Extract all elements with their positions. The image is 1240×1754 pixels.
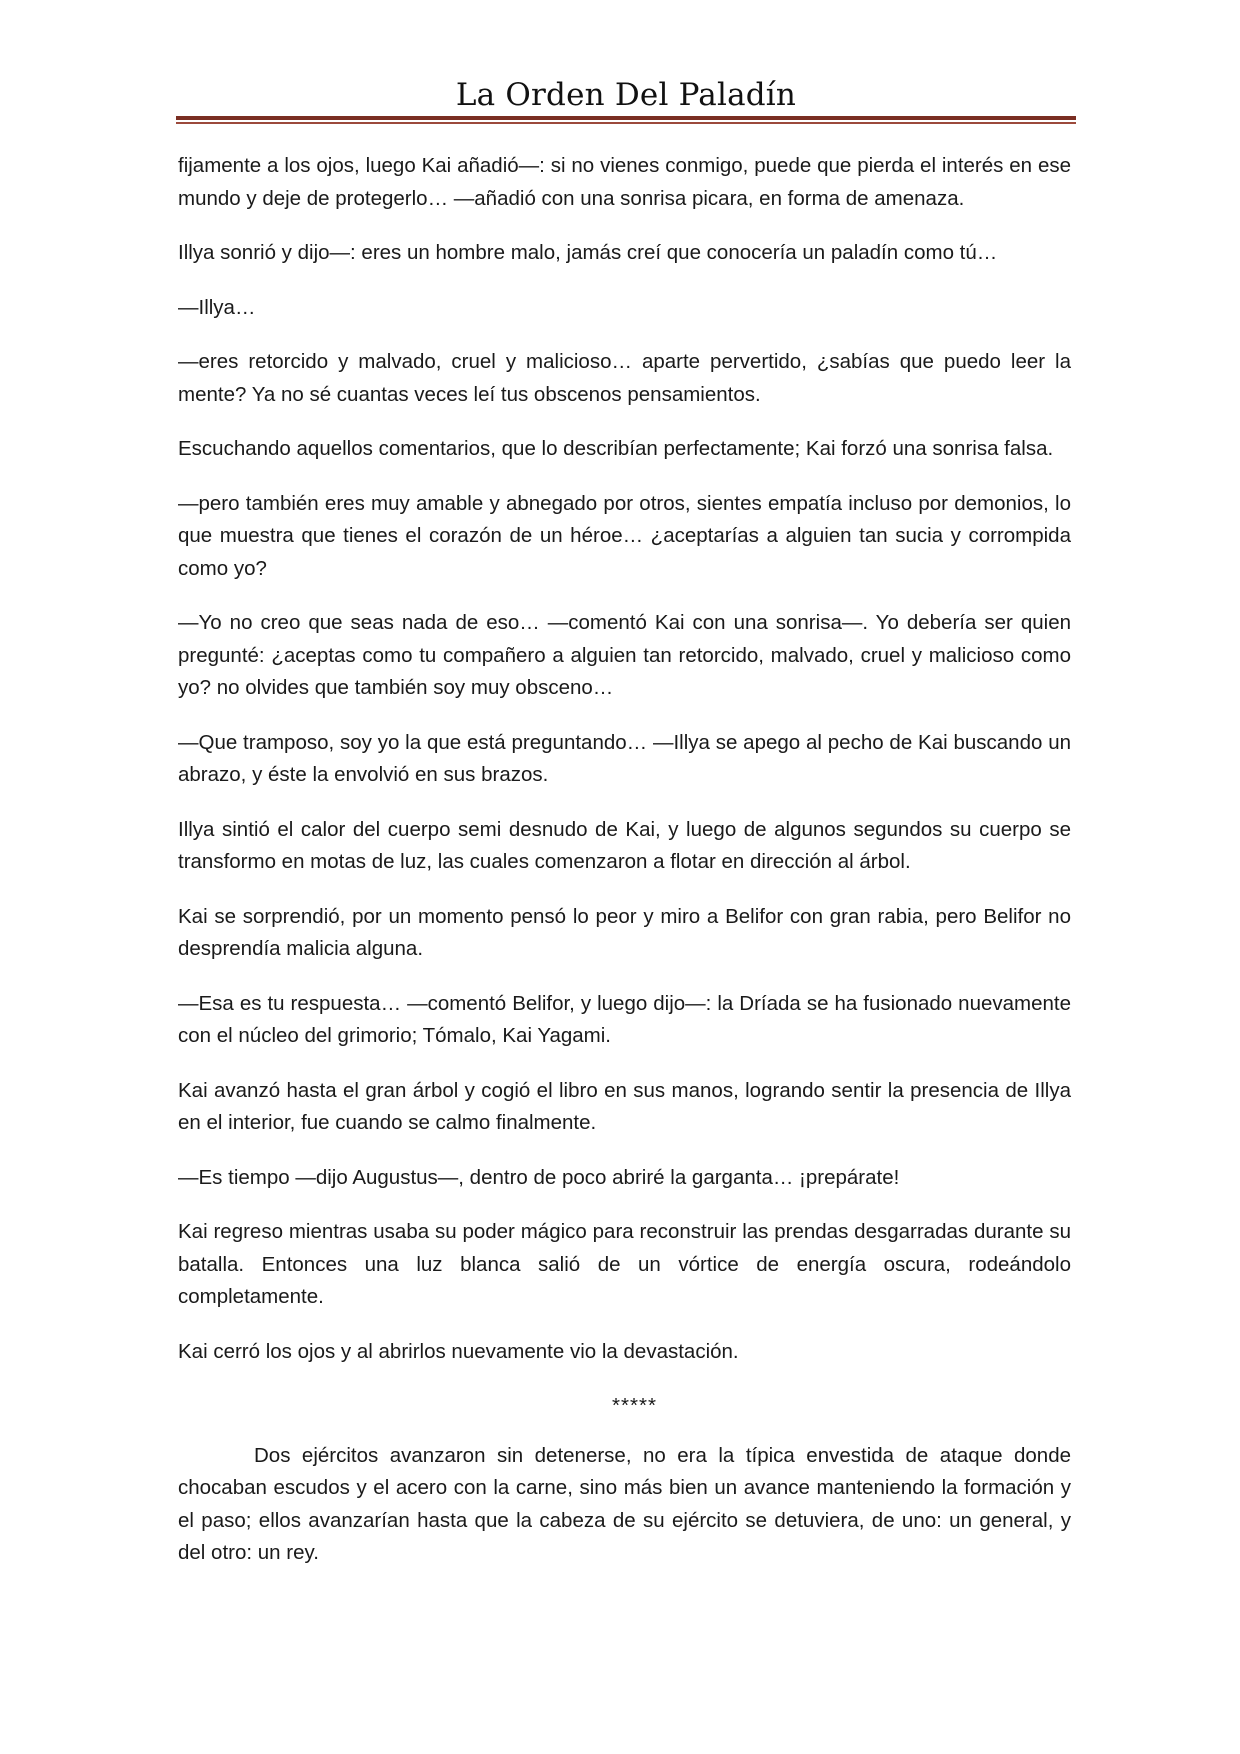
paragraph: —Illya… xyxy=(178,295,256,319)
paragraph: Escuchando aquellos comentarios, que lo describían perfectamente; Kai forzó una sonrisa falsa. xyxy=(178,437,1054,460)
page-body xyxy=(178,150,1071,1592)
paragraph: —Que tramposo, soy yo la que está preguntando… —Illya se apego al pecho de Kai buscando un abrazo, y éste la envolvió en sus brazos. xyxy=(178,730,1071,786)
paragraph: fijamente a los ojos, luego Kai añadió—: si no vienes conmigo, puede que pierda el interés en ese mundo y deje de protegerlo… —añadió con una sonrisa picara, en forma de amenaza. xyxy=(178,154,1071,210)
paragraph: —eres retorcido y malvado, cruel y malicioso… aparte pervertido, ¿sabías que puedo leer la mente? Ya no sé cuantas veces leí tus obscenos pensamientos. xyxy=(178,350,1071,406)
paragraph: —Yo no creo que seas nada de eso… —comentó Kai con una sonrisa—. Yo debería ser quien pregunté: ¿aceptas como tu compañero a alguien tan retorcido, malvado, cruel y malicioso como yo? no olvides que también soy muy obsceno… xyxy=(178,611,1071,699)
paragraph: Illya sintió el calor del cuerpo semi desnudo de Kai, y luego de algunos segundos su cuerpo se transformo en motas de luz, las cuales comenzaron a flotar en dirección al árbol. xyxy=(178,817,1071,873)
paragraph: Kai avanzó hasta el gran árbol y cogió el libro en sus manos, logrando sentir la presencia de Illya en el interior, fue cuando se calmo finalmente. xyxy=(178,1078,1071,1134)
scene-separator: ***** xyxy=(612,1394,657,1417)
paragraph: Illya sonrió y dijo—: eres un hombre malo, jamás creí que conocería un paladín como tú… xyxy=(178,241,998,264)
paragraph: —Es tiempo —dijo Augustus—, dentro de poco abriré la garganta… ¡prepárate! xyxy=(178,1165,900,1189)
page-header xyxy=(176,68,1076,122)
header-rule-thin xyxy=(176,122,1076,124)
paragraph-indented: Dos ejércitos avanzaron sin detenerse, no era la típica envestida de ataque donde chocaban escudos y el acero con la carne, sino más bien un avance manteniendo la formación y el paso; ellos avanzarían hasta que la cabeza de su ejército se detuviera, de uno: un general, y del otro: un rey. xyxy=(178,1443,1071,1564)
paragraph: Kai regreso mientras usaba su poder mágico para reconstruir las prendas desgarradas durante su batalla. Entonces una luz blanca salió de un vórtice de energía oscura, rodeándolo completamente. xyxy=(178,1220,1071,1308)
page-title: La Orden Del Paladín xyxy=(455,77,797,113)
paragraph: —pero también eres muy amable y abnegado por otros, sientes empatía incluso por demonios, lo que muestra que tienes el corazón de un héroe… ¿aceptarías a alguien tan sucia y corrompida como yo? xyxy=(178,491,1071,580)
paragraph: Kai se sorprendió, por un momento pensó lo peor y miro a Belifor con gran rabia, pero Belifor no desprendía malicia alguna. xyxy=(178,904,1071,960)
header-rule-thick xyxy=(176,116,1076,120)
paragraph: —Esa es tu respuesta… —comentó Belifor, y luego dijo—: la Dríada se ha fusionado nuevamente con el núcleo del grimorio; Tómalo, Kai Yagami. xyxy=(178,991,1071,1047)
paragraph: Kai cerró los ojos y al abrirlos nuevamente vio la devastación. xyxy=(178,1339,739,1363)
